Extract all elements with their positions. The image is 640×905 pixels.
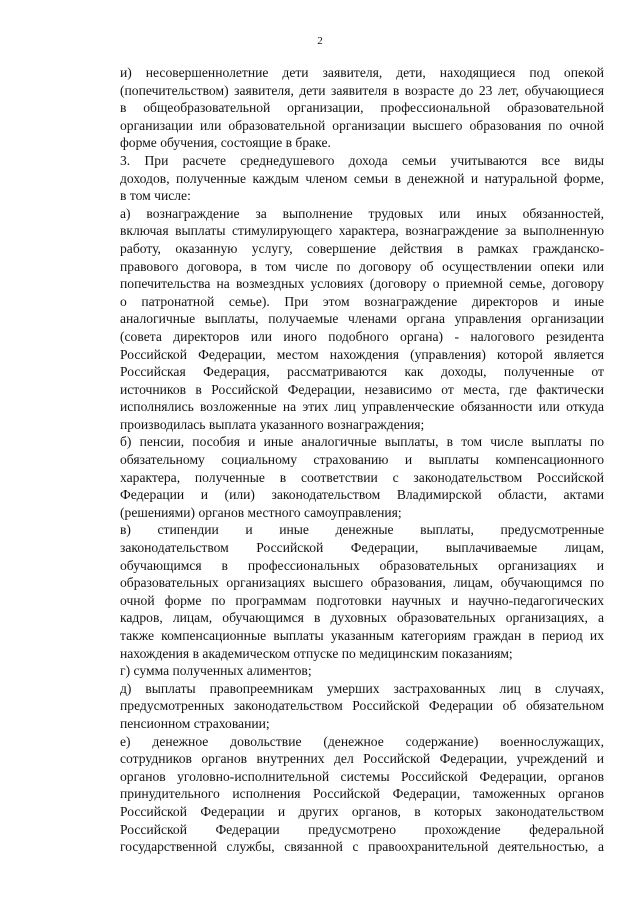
text-line: Российской Федерации, местом нахождения (управления) которой является [120,346,604,362]
paragraph-para-b [90,433,604,521]
text-line: включая выплаты стимулирующего характера, вознаграждение за выполненную [120,223,604,239]
text-line: 3. При расчете среднедушевого дохода семьи учитываются все виды [120,152,604,168]
text-line: кадров, лицам, обучающимся в духовных образовательных организациях, а [120,610,604,626]
text-line: Российской Федерации предусмотрено прохождение федеральной [120,821,604,837]
text-line: попечительства на возмездных условиях (договору о приемной семье, договору [120,276,604,292]
text-line: аналогичные выплаты, получаемые членами органа управления организации [120,311,604,327]
text-line: источников в Российской Федерации, независимо от места, где фактически [120,381,604,397]
text-line: е) денежное довольствие (денежное содержание) военнослужащих, [120,733,604,749]
text-line: и) несовершеннолетние дети заявителя, дети, находящиеся под опекой [120,65,604,80]
text-line: в том числе: [120,188,191,204]
paragraph-para-e [90,733,604,856]
text-line: сотрудников органов внутренних дел Российской Федерации, учреждений и [120,751,604,767]
text-line: г) сумма полученных алиментов; [120,663,312,679]
text-line: очной форме по программам подготовки научных и научно-педагогических [120,592,604,608]
text-line: обучающимся в профессиональных образовательных организациях и [120,557,604,573]
text-line: работу, оказанную услугу, совершение действия в рамках гражданско- [120,240,604,256]
text-line: пенсионном страховании; [120,715,270,731]
text-line: законодательством Российской Федерации, выплачиваемые лицам, [120,540,604,556]
text-line: форме обучения, состоящие в браке. [120,135,331,151]
text-line: доходов, полученные каждым членом семьи в денежной и натуральной форме, [120,170,604,186]
text-line: (совета директоров или иного подобного органа) - налогового резидента [120,328,604,344]
text-line: нахождения в академическом отпуске по медицинским показаниям; [120,645,513,661]
text-line: Российская Федерация, рассматриваются как доходы, полученные от [120,364,604,380]
text-line: (решениями) органов местного самоуправления; [120,504,402,520]
paragraph-para-i [90,64,604,152]
document-body [90,64,604,856]
paragraph-para-3 [90,152,604,205]
text-line: образовательных организациях высшего образования, лицам, обучающимся по [120,575,604,591]
text-line: правового договора, в том числе по договору об осуществлении опеки или [120,258,604,274]
text-line: также компенсационные выплаты указанным категориям граждан в период их [120,628,604,643]
text-line: б) пенсии, пособия и иные аналогичные выплаты, в том числе выплаты по [120,434,604,450]
paragraph-para-g [90,662,604,680]
paragraph-para-v [90,521,604,662]
page-number: 2 [317,35,323,47]
text-line: д) выплаты правопреемникам умерших застрахованных лиц в случаях, [120,680,604,696]
text-line: о патронатной семье). При этом вознаграждение директоров и иные [120,293,604,309]
paragraph-para-d [90,680,604,733]
text-line: Российской Федерации и других органов, в которых законодательством [120,803,604,819]
text-line: организации или образовательной организации высшего образования по очной [120,117,604,133]
text-line: обязательному социальному страхованию и выплаты компенсационного [120,452,604,468]
text-line: органов уголовно-исполнительной системы Российской Федерации, органов [120,768,604,784]
text-line: (попечительством) заявителя, дети заявителя в возрасте до 23 лет, обучающиеся [120,82,604,98]
text-line: характера, полученные в соответствии с законодательством Российской [120,469,604,485]
text-line: предусмотренных законодательством Российской Федерации об обязательном [120,698,604,714]
text-line: государственной службы, связанной с правоохранительной деятельностью, а [120,839,604,855]
text-line: а) вознаграждение за выполнение трудовых или иных обязанностей, [120,205,604,221]
text-line: в общеобразовательной организации, профессиональной образовательной [120,100,604,116]
text-line: производилась выплата указанного вознаграждения; [120,416,425,432]
paragraph-para-a [90,205,604,434]
text-line: принудительного исполнения Российской Федерации, таможенных органов [120,786,604,802]
text-line: исполнялись возложенные на этих лиц управленческие обязанности или откуда [120,399,604,415]
text-line: в) стипендии и иные денежные выплаты, предусмотренные [120,522,604,538]
text-line: Федерации и (или) законодательством Владимирской области, актами [120,487,604,503]
